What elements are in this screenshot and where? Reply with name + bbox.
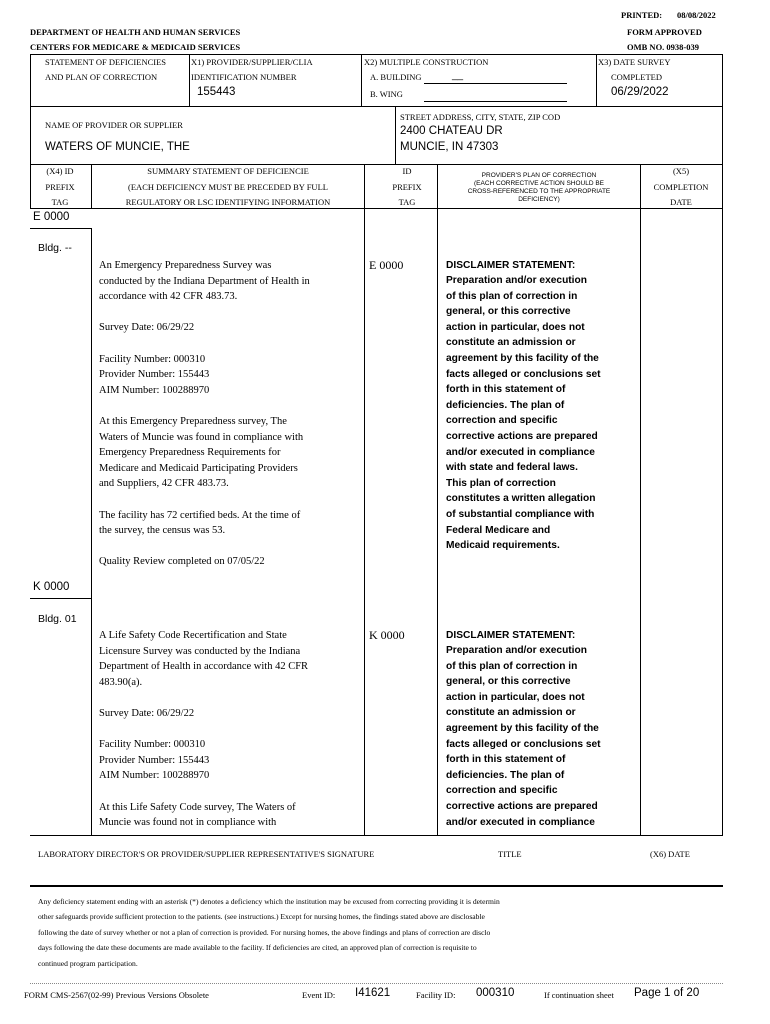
building-value: __ (452, 70, 464, 81)
summary-label-3: REGULATORY OR LSC IDENTIFYING INFORMATION (125, 197, 331, 207)
building-underline (424, 83, 567, 84)
rule (30, 885, 723, 887)
event-id-label: Event ID: (302, 990, 336, 1000)
printed-label: PRINTED: (621, 10, 663, 20)
rule (91, 228, 92, 835)
x3-label-1: X3) DATE SURVEY (598, 57, 671, 67)
plan-label-2: (EACH CORRECTIVE ACTION SHOULD BE (473, 180, 605, 187)
x4-prefix-label: PREFIX (45, 182, 75, 192)
rule (189, 54, 190, 106)
survey-date-value: 06/29/2022 (611, 86, 669, 98)
k-disclaimer: Preparation and/or execution of this plan of correction in general, or this corrective action in particular, does not constitute an admission or agreement by this facility of the facts alleged or conclusions set forth in this statement of deficiencies. The plan of correction and specific corrective actions are prepared and/or executed in compliance (446, 645, 601, 828)
plan-label-4: DEFICIENCY) (518, 196, 560, 203)
page-number: Page 1 of 20 (634, 987, 700, 999)
x2-label: X2) MULTIPLE CONSTRUCTION (364, 57, 489, 67)
rule (30, 54, 31, 164)
id-prefix-label: PREFIX (392, 182, 422, 192)
rule (30, 106, 723, 107)
x4-id-label: (X4) ID (46, 166, 74, 176)
footnote-line: other safeguards provide sufficient protection to the patients. (see instructions.) Except for nursing homes, the findings stated above are disclosable (38, 912, 485, 922)
rule (30, 835, 723, 836)
footnote-line: days following the date these documents are made available to the facility. If deficiencies are cited, an approved plan of correction is requisite to (38, 943, 477, 953)
rule (30, 208, 723, 209)
id-tag-label: TAG (398, 197, 416, 207)
provider-name-label: NAME OF PROVIDER OR SUPPLIER (45, 120, 183, 130)
rule (30, 164, 31, 208)
e-disclaimer: Preparation and/or execution of this plan of correction in general, or this corrective action in particular, does not constitute an admission or agreement by this facility of the facts alleged or conclusions set forth in this statement of deficiencies. The plan of correction and specific corrective actions are prepared and/or executed in compliance with state and federal laws. This plan of correction constitutes a written allegation of substantial compliance with Federal Medicare and Medicaid requirements. (446, 275, 601, 552)
footnote (38, 894, 500, 971)
rule (30, 598, 92, 599)
plan-label-3: CROSS-REFERENCED TO THE APPROPRIATE (467, 188, 611, 195)
k-summary: A Life Safety Code Recertification and State Licensure Survey was conducted by the Indiana Department of Health in accordance with 42 CFR 483.90(a). Survey Date: 06/29/22 Facility Number: 000310 Provider Number: 155443 AIM Number: 100288970 At this Life Safety Code survey, The Waters of Muncie was found not in compliance with (99, 630, 309, 829)
form-approved: FORM APPROVED (627, 27, 702, 37)
rule (364, 164, 365, 835)
event-id-value: I41621 (355, 987, 391, 999)
printed-date: 08/08/2022 (677, 10, 716, 20)
facility-id-value: 000310 (476, 987, 515, 999)
statement-label-2: AND PLAN OF CORRECTION (45, 72, 158, 82)
rule (437, 164, 438, 835)
rule (30, 228, 92, 229)
x4-tag-label: TAG (51, 197, 69, 207)
statement-label-1: STATEMENT OF DEFICIENCIES (45, 57, 167, 67)
signature-label: LABORATORY DIRECTOR'S OR PROVIDER/SUPPLIER REPRESENTATIVE'S SIGNATURE (38, 849, 375, 859)
wing-underline (424, 101, 567, 102)
x3-label-2: COMPLETED (611, 72, 662, 82)
e-tag: E 0000 (33, 211, 70, 223)
address-line-2: MUNCIE, IN 47303 (400, 141, 499, 153)
address-label: STREET ADDRESS, CITY, STATE, ZIP COD (400, 112, 561, 122)
id-label: ID (402, 166, 412, 176)
signature-date-label: (X6) DATE (650, 849, 690, 859)
date-label: DATE (670, 197, 692, 207)
centers-title: CENTERS FOR MEDICARE & MEDICAID SERVICES (30, 42, 241, 52)
wing-label: B. WING (370, 89, 403, 99)
address-line-1: 2400 CHATEAU DR (400, 125, 503, 137)
rule (91, 164, 92, 208)
rule (361, 54, 362, 106)
k-bldg: Bldg. 01 (38, 613, 77, 625)
rule (640, 164, 641, 835)
summary-label-2: (EACH DEFICIENCY MUST BE PRECEDED BY FULL (128, 182, 328, 192)
summary-label-1: SUMMARY STATEMENT OF DEFICIENCIE (147, 166, 309, 176)
k-disclaimer-title: DISCLAIMER STATEMENT: (446, 630, 576, 641)
rule (30, 164, 723, 165)
rule (30, 983, 723, 984)
rule (596, 54, 597, 106)
footnote-line: Any deficiency statement ending with an asterisk (*) denotes a deficiency which the institution may be excused from correcting providing it is determin (38, 897, 500, 906)
rule (722, 164, 723, 835)
e-bldg: Bldg. -- (38, 242, 72, 254)
omb-number: OMB NO. 0938-039 (627, 42, 700, 52)
x1-label-1: X1) PROVIDER/SUPPLIER/CLIA (191, 57, 313, 67)
rule (30, 54, 723, 55)
provider-id-value: 155443 (197, 86, 236, 98)
rule (722, 54, 723, 164)
e-disclaimer-title: DISCLAIMER STATEMENT: (446, 260, 576, 271)
plan-label-1: PROVIDER'S PLAN OF CORRECTION (481, 172, 597, 179)
title-label: TITLE (498, 849, 522, 859)
department-title: DEPARTMENT OF HEALTH AND HUMAN SERVICES (30, 27, 241, 37)
completion-label: COMPLETION (653, 182, 709, 192)
rule (395, 106, 396, 164)
form-number: FORM CMS-2567(02-99) Previous Versions Obsolete (24, 990, 209, 1000)
e-right-tag: E 0000 (369, 258, 404, 272)
footnote-line: continued program participation. (38, 958, 138, 968)
x5-label: (X5) (672, 166, 690, 176)
k-tag: K 0000 (33, 581, 70, 593)
k-right-tag: K 0000 (369, 628, 405, 642)
building-label: A. BUILDING (370, 72, 422, 82)
provider-name-value: WATERS OF MUNCIE, THE (45, 141, 190, 153)
x1-label-2: IDENTIFICATION NUMBER (191, 72, 297, 82)
footnote-line: following the date of survey whether or not a plan of correction is provided. For nursing homes, the above findings and plans of correction are disclo (38, 927, 491, 937)
e-summary: An Emergency Preparedness Survey was conducted by the Indiana Department of Health in accordance with 42 CFR 483.73. Survey Date: 06/29/22 Facility Number: 000310 Provider Number: 155443 AIM Number: 100288970 At this Emergency Preparedness survey, The Waters of Muncie was found in compliance with Emergency Preparedness Requirements for Medicare and Medicaid Participating Providers and Suppliers, 42 CFR 483.73. The facility has 72 certified beds. At the time of the survey, the census was 53. Quality Review completed on 07/05/22 (99, 260, 310, 568)
continuation-label: If continuation sheet (544, 990, 614, 1000)
facility-id-label: Facility ID: (416, 990, 456, 1000)
